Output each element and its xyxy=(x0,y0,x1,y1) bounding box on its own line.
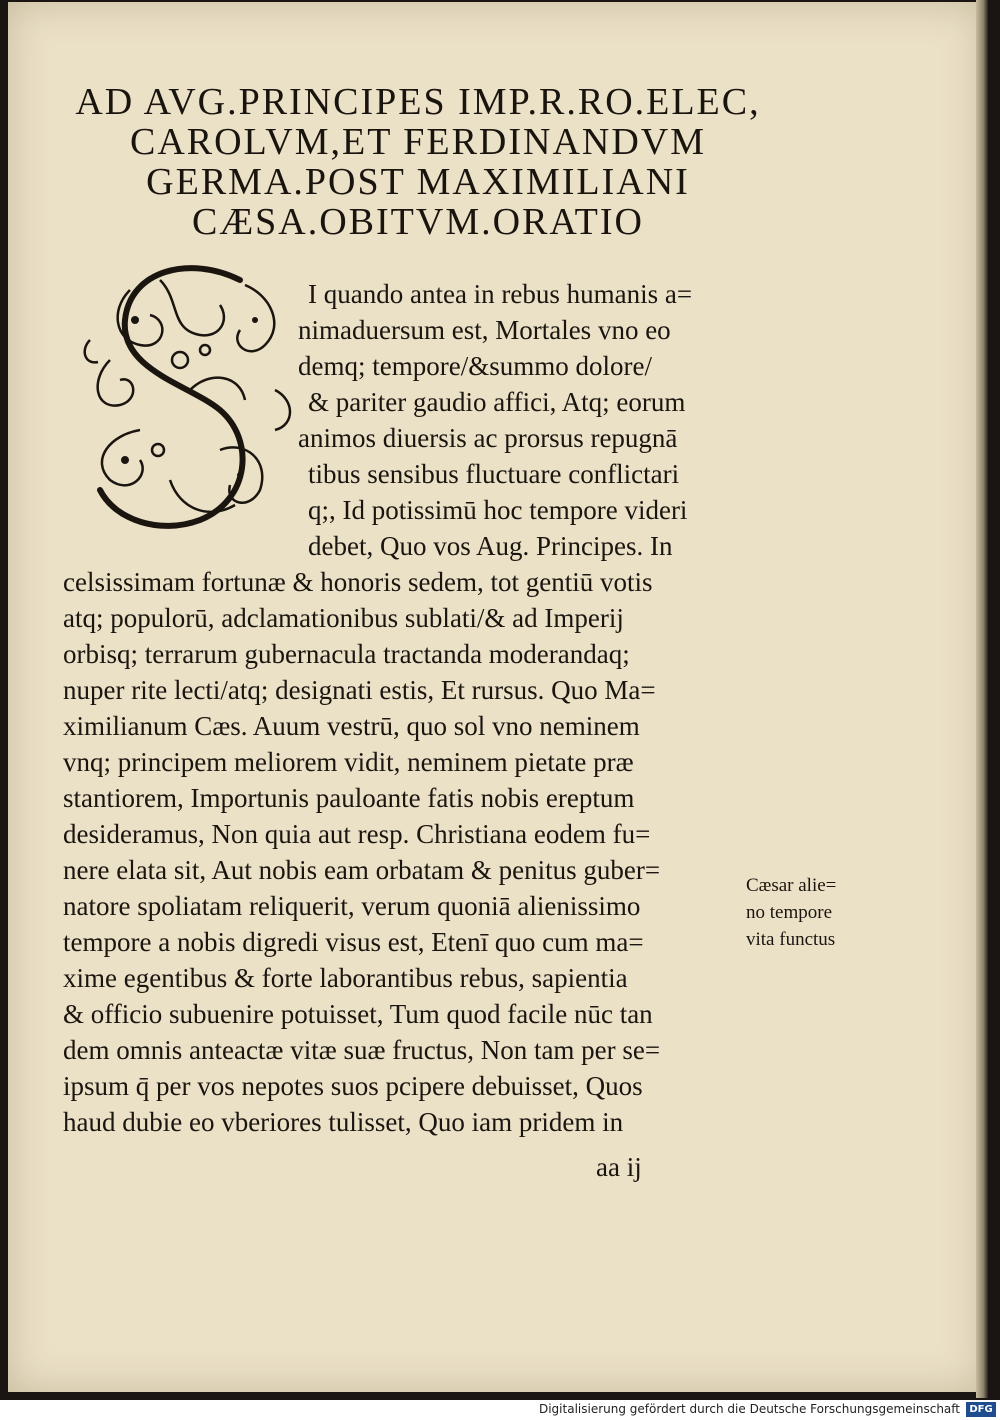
text-line-3: demq; tempore/&summo dolore/ xyxy=(298,351,652,381)
title-block xyxy=(48,82,788,242)
book-page xyxy=(8,2,983,1392)
text-line-7: q;, Id potissimū hoc tempore videri xyxy=(308,495,688,525)
decorated-initial-s xyxy=(70,250,305,550)
title-line-2: CAROLVM,ET FERDINANDVM xyxy=(129,121,707,163)
text-line-13: ximilianum Cæs. Auum vestrū, quo sol vno neminem xyxy=(63,711,640,741)
text-line-24: haud dubie eo vberiores tulisset, Quo iam pridem in xyxy=(63,1107,624,1137)
page-edge xyxy=(976,0,988,1398)
ornamental-initial-icon xyxy=(70,250,305,550)
text-line-6: tibus sensibus fluctuare conflictari xyxy=(308,459,680,489)
text-line-8: debet, Quo vos Aug. Principes. In xyxy=(308,531,673,561)
text-line-22: dem omnis anteactæ vitæ suæ fructus, Non tam per se= xyxy=(63,1035,661,1065)
text-line-11: orbisq; terrarum gubernacula tractanda moderandaq; xyxy=(63,639,630,669)
text-line-15: stantiorem, Importunis pauloante fatis nobis ereptum xyxy=(63,783,635,813)
text-line-16: desideramus, Non quia aut resp. Christiana eodem fu= xyxy=(63,819,651,849)
text-line-23: ipsum q̄ per vos nepotes suos pcipere debuisset, Quos xyxy=(63,1071,643,1101)
text-line-14: vnq; principem meliorem vidit, neminem pietate præ xyxy=(63,747,634,777)
text-line-17: nere elata sit, Aut nobis eam orbatam & penitus guber= xyxy=(63,855,661,885)
footer-credit: Digitalisierung gefördert durch die Deutsche Forschungsgemeinschaft xyxy=(538,1402,960,1416)
title-line-1: AD AVG.PRINCIPES IMP.R.RO.ELEC, xyxy=(75,81,761,123)
text-line-20: xime egentibus & forte laborantibus rebus, sapientia xyxy=(63,963,628,993)
footer-bar xyxy=(0,1400,1000,1420)
marginal-note xyxy=(746,872,876,953)
text-line-12: nuper rite lecti/atq; designati estis, Et rursus. Quo Ma= xyxy=(63,675,656,705)
marginal-note-line-2: no tempore xyxy=(746,902,833,923)
text-line-18: natore spoliatam reliquerit, verum quoniā alienissimo xyxy=(63,891,641,921)
signature-mark: aa ij xyxy=(596,1152,642,1182)
title-line-4: CÆSA.OBITVM.ORATIO xyxy=(192,201,644,243)
text-line-19: tempore a nobis digredi visus est, Etenī quo cum ma= xyxy=(63,927,644,957)
text-line-10: atq; populorū, adclamationibus sublati/& ad Imperij xyxy=(63,603,624,633)
text-line-4: & pariter gaudio affici, Atq; eorum xyxy=(308,387,686,417)
text-line-21: & officio subuenire potuisset, Tum quod facile nūc tan xyxy=(63,999,653,1029)
text-line-1: I quando antea in rebus humanis a= xyxy=(308,279,693,309)
marginal-note-line-1: Cæsar alie= xyxy=(746,875,837,896)
dfg-logo-icon: DFG xyxy=(966,1402,996,1417)
text-line-2: nimaduersum est, Mortales vno eo xyxy=(298,315,671,345)
text-line-5: animos diuersis ac prorsus repugnā xyxy=(298,423,678,453)
title-line-3: GERMA.POST MAXIMILIANI xyxy=(146,161,690,203)
marginal-note-line-3: vita functus xyxy=(746,929,836,950)
text-line-9: celsissimam fortunæ & honoris sedem, tot gentiū votis xyxy=(63,567,653,597)
